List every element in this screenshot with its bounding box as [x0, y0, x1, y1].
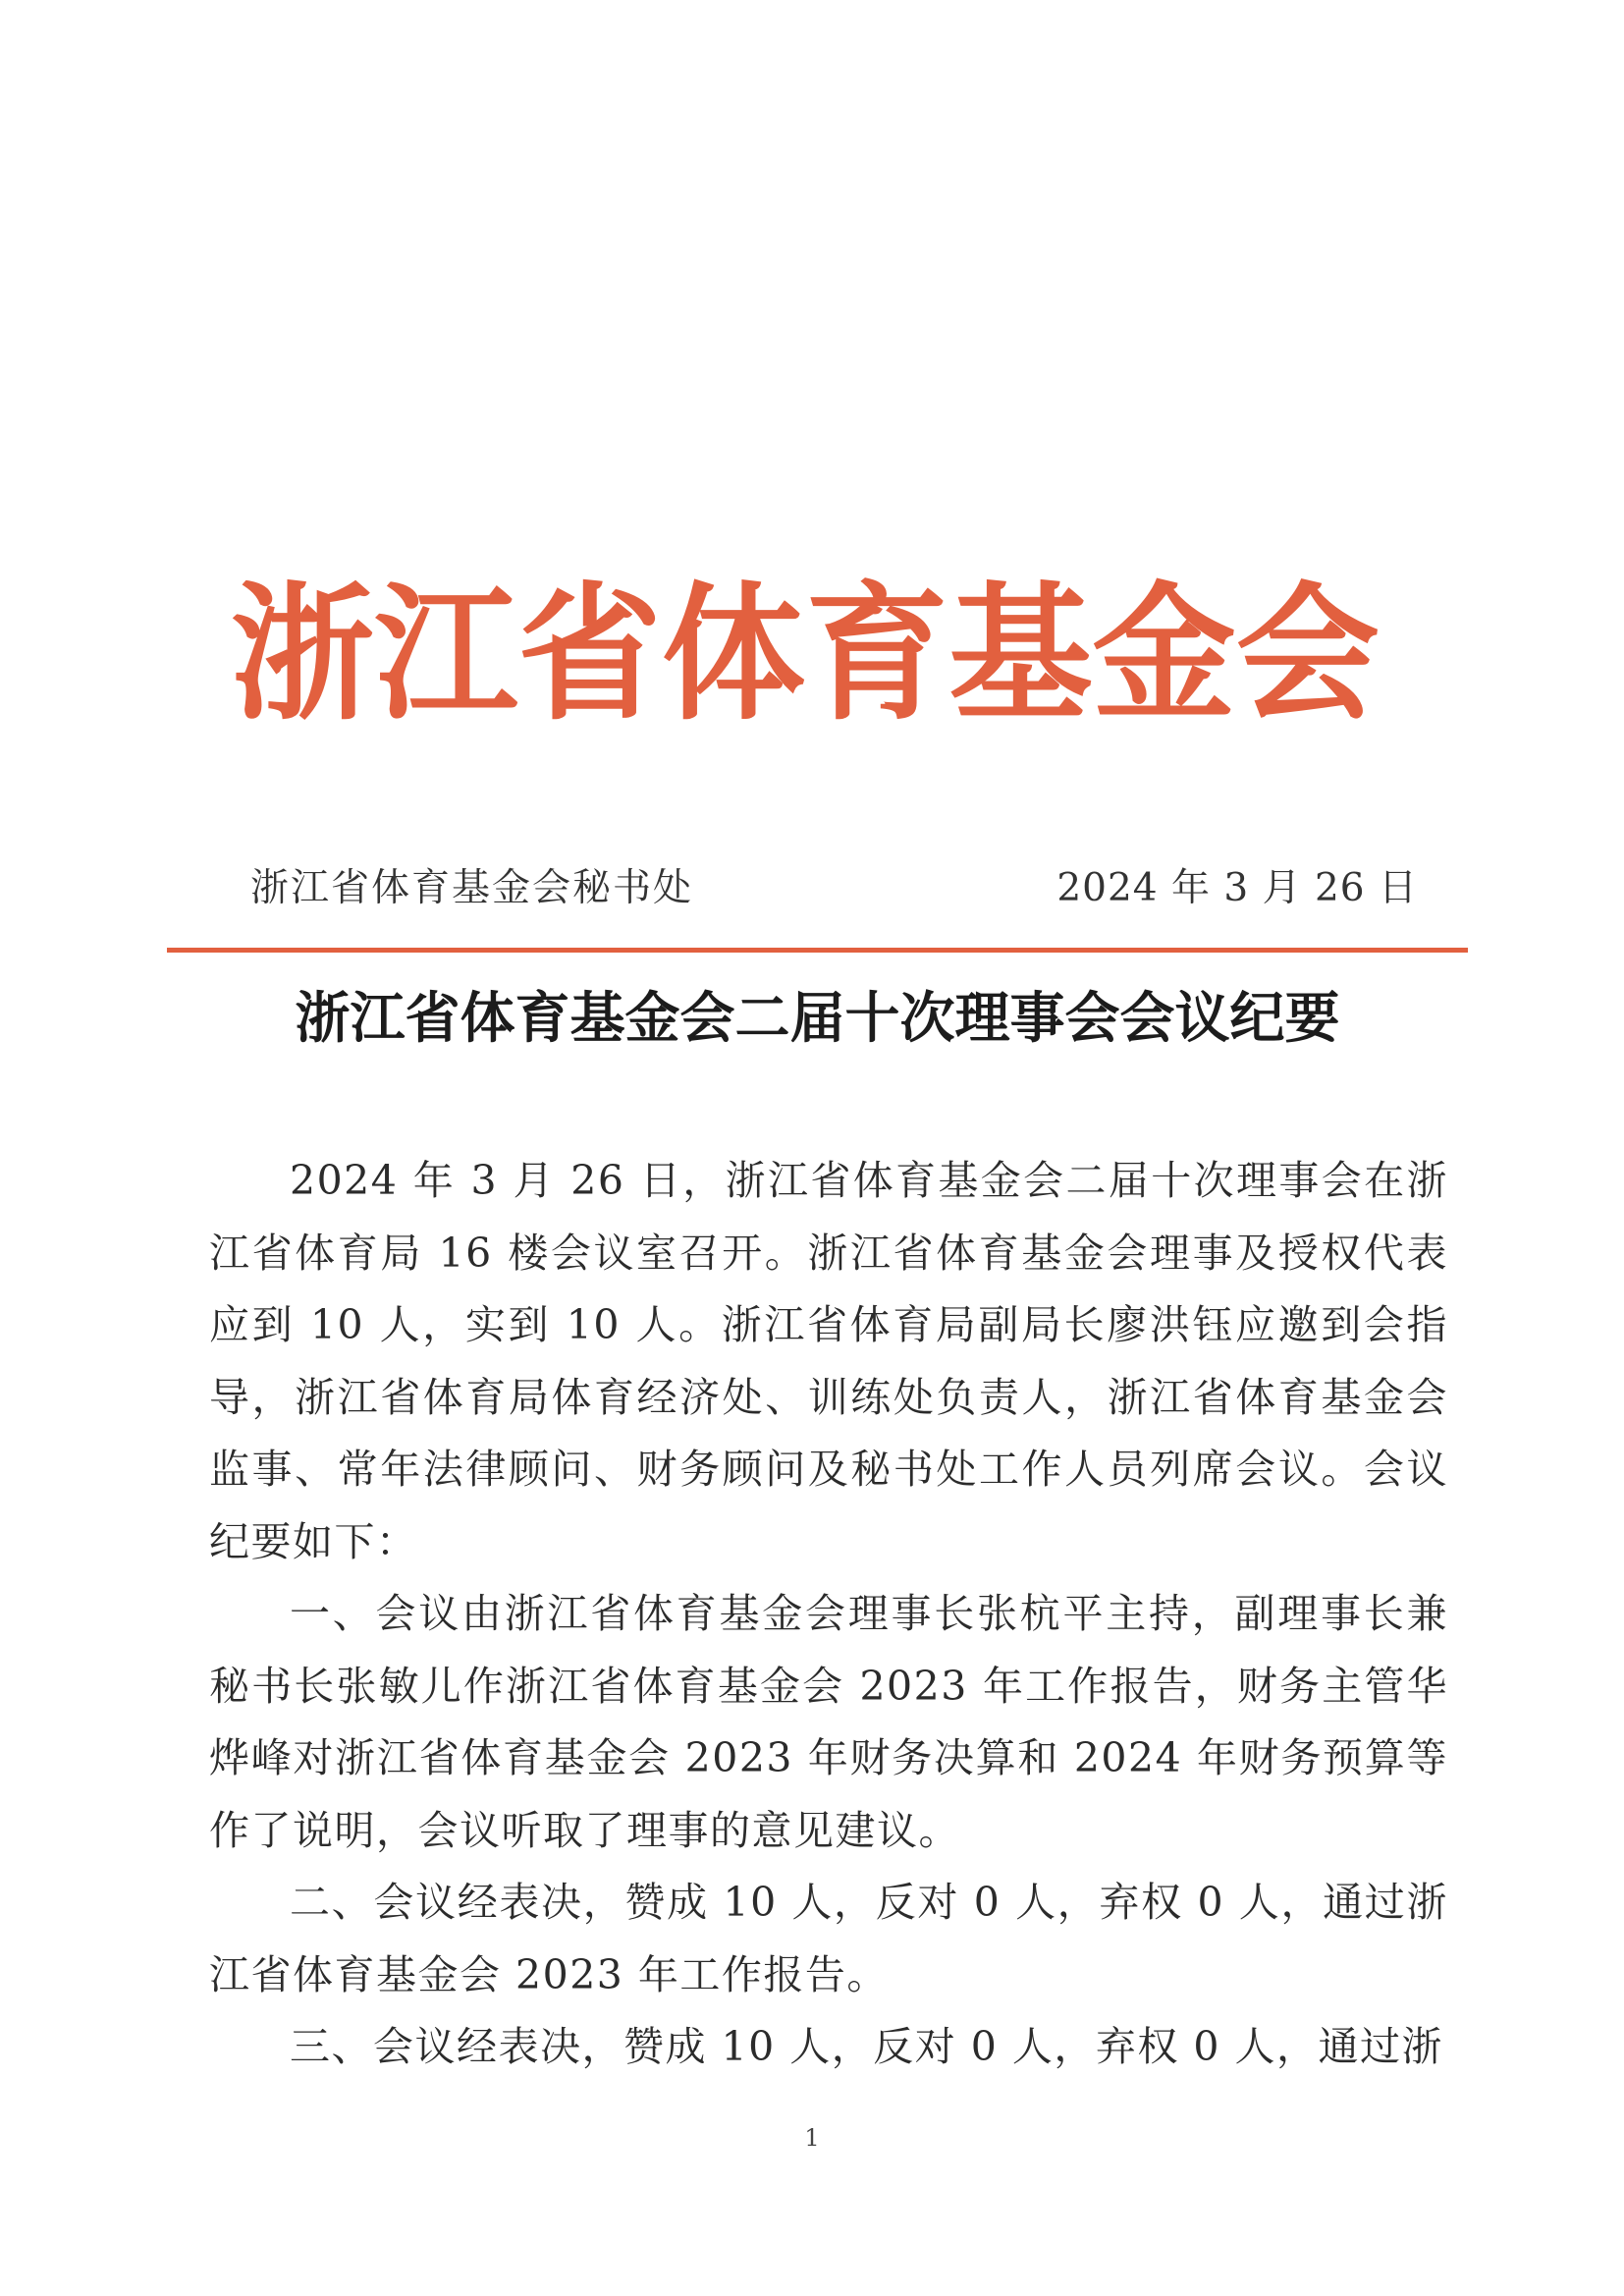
body-paragraph: 一、会议由浙江省体育基金会理事长张杭平主持，副理事长兼秘书长张敏儿作浙江省体育基金会 2023 年工作报告，财务主管华烨峰对浙江省体育基金会 2023 年财务决算和 2024 年财务预算等作了说明，会议听取了理事的意见建议。 — [209, 1590, 1448, 1854]
body-paragraph: 2024 年 3 月 26 日，浙江省体育基金会二届十次理事会在浙江省体育局 16 楼会议室召开。浙江省体育基金会理事及授权代表应到 10 人，实到 10 人。浙江省体育局副局长廖洪钰应邀到会指导，浙江省体育局体育经济处、训练处负责人，浙江省体育基金会监事、常年法律顾问、财务顾问及秘书处工作人员列席会议。会议纪要如下： — [209, 1157, 1448, 1565]
organization-masthead — [196, 550, 1414, 746]
body-paragraph: 三、会议经表决，赞成 10 人，反对 0 人，弃权 0 人，通过浙 — [290, 2023, 1444, 2070]
issue-date: 2024 年 3 月 26 日 — [1056, 866, 1418, 910]
issuer-name: 浙江省体育基金会秘书处 — [250, 866, 694, 910]
document-title: 浙江省体育基金会二届十次理事会会议纪要 — [295, 987, 1340, 1051]
masthead-title-text: 浙江省体育基金会 — [231, 568, 1380, 740]
page-number: 1 — [804, 2124, 820, 2152]
masthead-title-graphic — [196, 550, 1414, 746]
body-paragraph: 二、会议经表决，赞成 10 人，反对 0 人，弃权 0 人，通过浙江省体育基金会 2023 年工作报告。 — [209, 1879, 1448, 1998]
document-body — [209, 1145, 1448, 2084]
red-divider-line — [167, 948, 1468, 953]
